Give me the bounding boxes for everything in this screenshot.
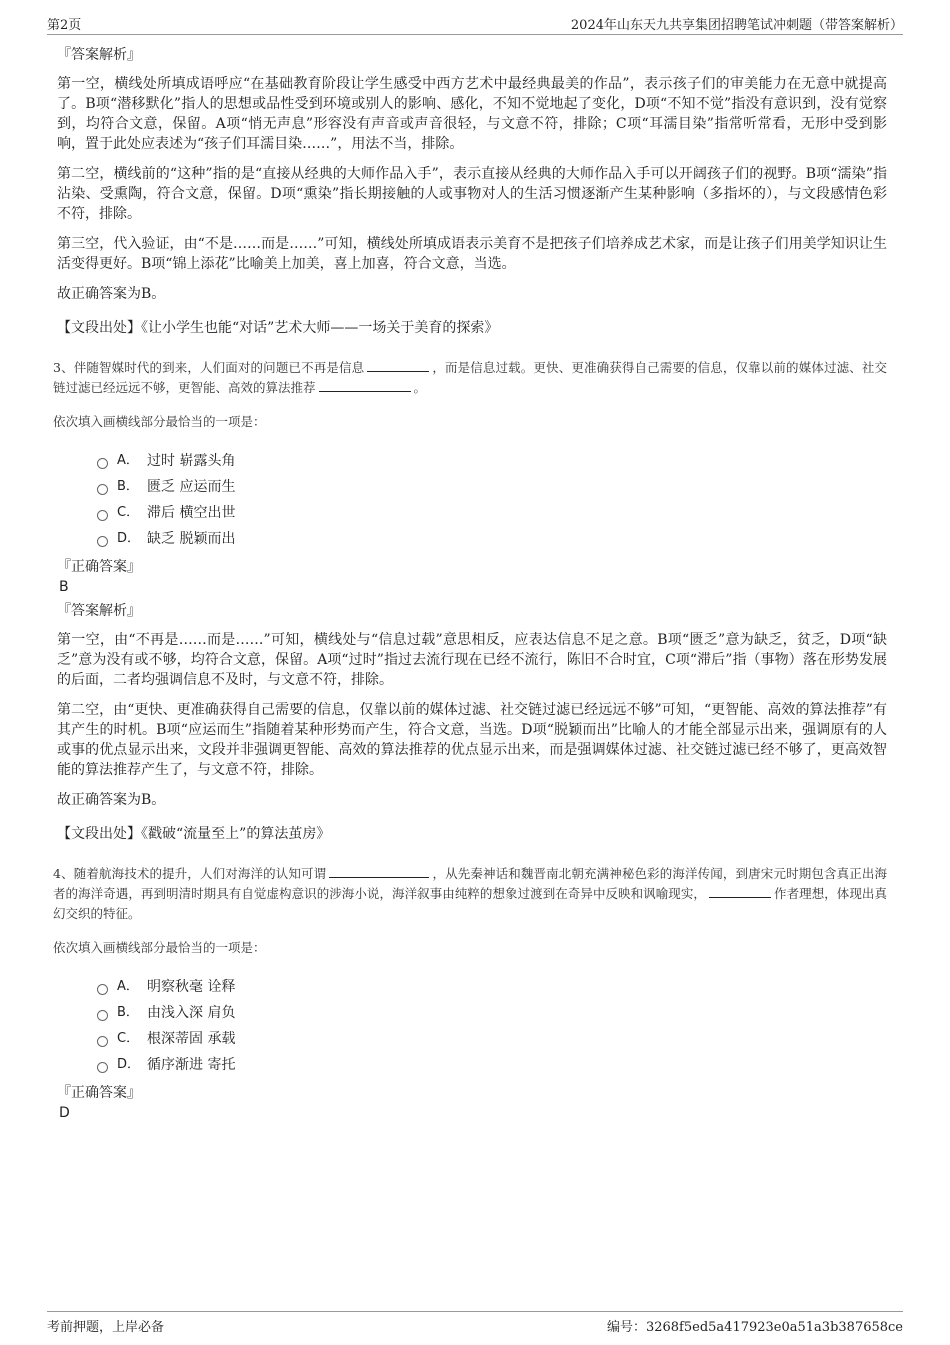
analysis-paragraph: 第一空，由“不再是……而是……”可知，横线处与“信息过载”意思相反，应表达信息不足之意。B项“匮乏”意为缺乏，贫乏，D项“缺乏”意为没有或不够，均符合文意，保留。A项“过时”指过去流行现在已经不流行，陈旧不合时宜，C项“滞后”指（事物）落在形势发展的后面，二者均强调信息不及时，与文意不符，排除。 — [57, 632, 887, 688]
document-code: 编号：3268f5ed5a417923e0a51a3b387658ce — [606, 1320, 903, 1335]
radio-button[interactable] — [97, 510, 108, 521]
radio-button[interactable] — [97, 536, 108, 547]
option-c[interactable]: C． 滞后 横空出世 — [97, 500, 887, 526]
analysis-paragraph: 第二空，横线前的“这种”指的是“直接从经典的大师作品入手”，表示直接从经典的大师作品入手可以开阔孩子们的视野。B项“濡染”指沾染、受熏陶，符合文意，保留。D项“熏染”指长期接触的人或事物对人的生活习惯逐渐产生某种影响（多指坏的），与文段感情色彩不符，排除。 — [57, 166, 887, 222]
option-a[interactable]: A． 明察秋毫 诠释 — [97, 974, 887, 1000]
radio-button[interactable] — [97, 1036, 108, 1047]
correct-answer-value: B — [59, 579, 69, 595]
analysis-conclusion: 故正确答案为B。 — [57, 792, 166, 808]
fill-blank — [329, 864, 429, 878]
option-d[interactable]: D． 循序渐进 寄托 — [97, 1052, 887, 1078]
passage-source: 【文段出处】《让小学生也能“对话”艺术大师——一场关于美育的探索》 — [57, 320, 499, 336]
question-4-options — [97, 974, 887, 1078]
radio-button[interactable] — [97, 984, 108, 995]
page-footer — [47, 1311, 903, 1337]
analysis-conclusion: 故正确答案为B。 — [57, 286, 166, 302]
radio-button[interactable] — [97, 458, 108, 469]
correct-answer-tag: 『正确答案』 — [57, 559, 141, 575]
analysis-paragraph: 第二空，由“更快、更准确获得自己需要的信息，仅靠以前的媒体过滤、社交链过滤已经远远不够”可知，“更智能、高效的算法推荐”有其产生的时机。B项“应运而生”指随着某种形势而产生，符合文意，当选。D项“脱颖而出”比喻人的才能全部显示出来，强调原有的人或事的优点显示出来，文段并非强调更智能、高效的算法推荐的优点显示出来，而是强调媒体过滤、社交链过滤已经不够了，更高效智能的算法推荐产生了，与文意不符，排除。 — [57, 702, 887, 778]
analysis-paragraph: 第一空，横线处所填成语呼应“在基础教育阶段让学生感受中西方艺术中最经典最美的作品”，表示孩子们的审美能力在无意中就提高了。B项“潜移默化”指人的思想或品性受到环境或别人的影响、感化，不知不觉地起了变化，D项“不知不觉”指没有意识到，没有觉察到，均符合文意，保留。A项“悄无声息”形容没有声音或声音很轻，与文意不符，排除；C项“耳濡目染”指常听常看，无形中受到影响，置于此处应表述为“孩子们耳濡目染……”，用法不当，排除。 — [57, 76, 887, 152]
fill-blank — [367, 358, 429, 372]
question-4-prompt: 依次填入画横线部分最恰当的一项是： — [53, 940, 266, 955]
analysis-paragraph: 第三空，代入验证，由“不是……而是……”可知，横线处所填成语表示美育不是把孩子们培养成艺术家，而是让孩子们用美学知识让生活变得更好。B项“锦上添花”比喻美上加美，喜上加喜，符合文意，当选。 — [57, 236, 887, 272]
correct-answer-value: D — [59, 1105, 70, 1121]
option-d[interactable]: D． 缺乏 脱颖而出 — [97, 526, 887, 552]
analysis-tag: 『答案解析』 — [57, 603, 141, 619]
option-a[interactable]: A． 过时 崭露头角 — [97, 448, 887, 474]
radio-button[interactable] — [97, 1062, 108, 1073]
option-b[interactable]: B． 由浅入深 肩负 — [97, 1000, 887, 1026]
radio-button[interactable] — [97, 1010, 108, 1021]
fill-blank — [709, 884, 771, 898]
page-header — [47, 14, 903, 35]
question-4-stem: 4、随着航海技术的提升，人们对海洋的认知可谓 ，从先秦神话和魏晋南北朝充满神秘色彩的海洋传闻，到唐宋元时期包含真正出海者的海洋奇遇，再到明清时期具有自觉虚构意识的涉海小说，海洋叙事由纯粹的想象过渡到在奇异中反映和讽喻现实， 作者理想，体现出真幻交织的特征。 — [53, 866, 887, 921]
fill-blank — [319, 378, 411, 392]
question-3-stem: 3、伴随智媒时代的到来，人们面对的问题已不再是信息 ，而是信息过载。更快、更准确获得自己需要的信息，仅靠以前的媒体过滤、社交链过滤已经远远不够，更智能、高效的算法推荐 。 — [53, 360, 887, 395]
page-number: 第2页 — [47, 18, 82, 33]
document-title: 2024年山东天九共享集团招聘笔试冲刺题（带答案解析） — [570, 18, 903, 33]
option-c[interactable]: C． 根深蒂固 承载 — [97, 1026, 887, 1052]
option-b[interactable]: B． 匮乏 应运而生 — [97, 474, 887, 500]
question-3-options — [97, 448, 887, 552]
question-3-prompt: 依次填入画横线部分最恰当的一项是： — [53, 414, 266, 429]
radio-button[interactable] — [97, 484, 108, 495]
footer-slogan: 考前押题，上岸必备 — [47, 1320, 165, 1335]
passage-source: 【文段出处】《戳破“流量至上”的算法茧房》 — [57, 826, 331, 842]
correct-answer-tag: 『正确答案』 — [57, 1085, 141, 1101]
page-content — [53, 44, 887, 1122]
analysis-tag: 『答案解析』 — [57, 47, 141, 63]
